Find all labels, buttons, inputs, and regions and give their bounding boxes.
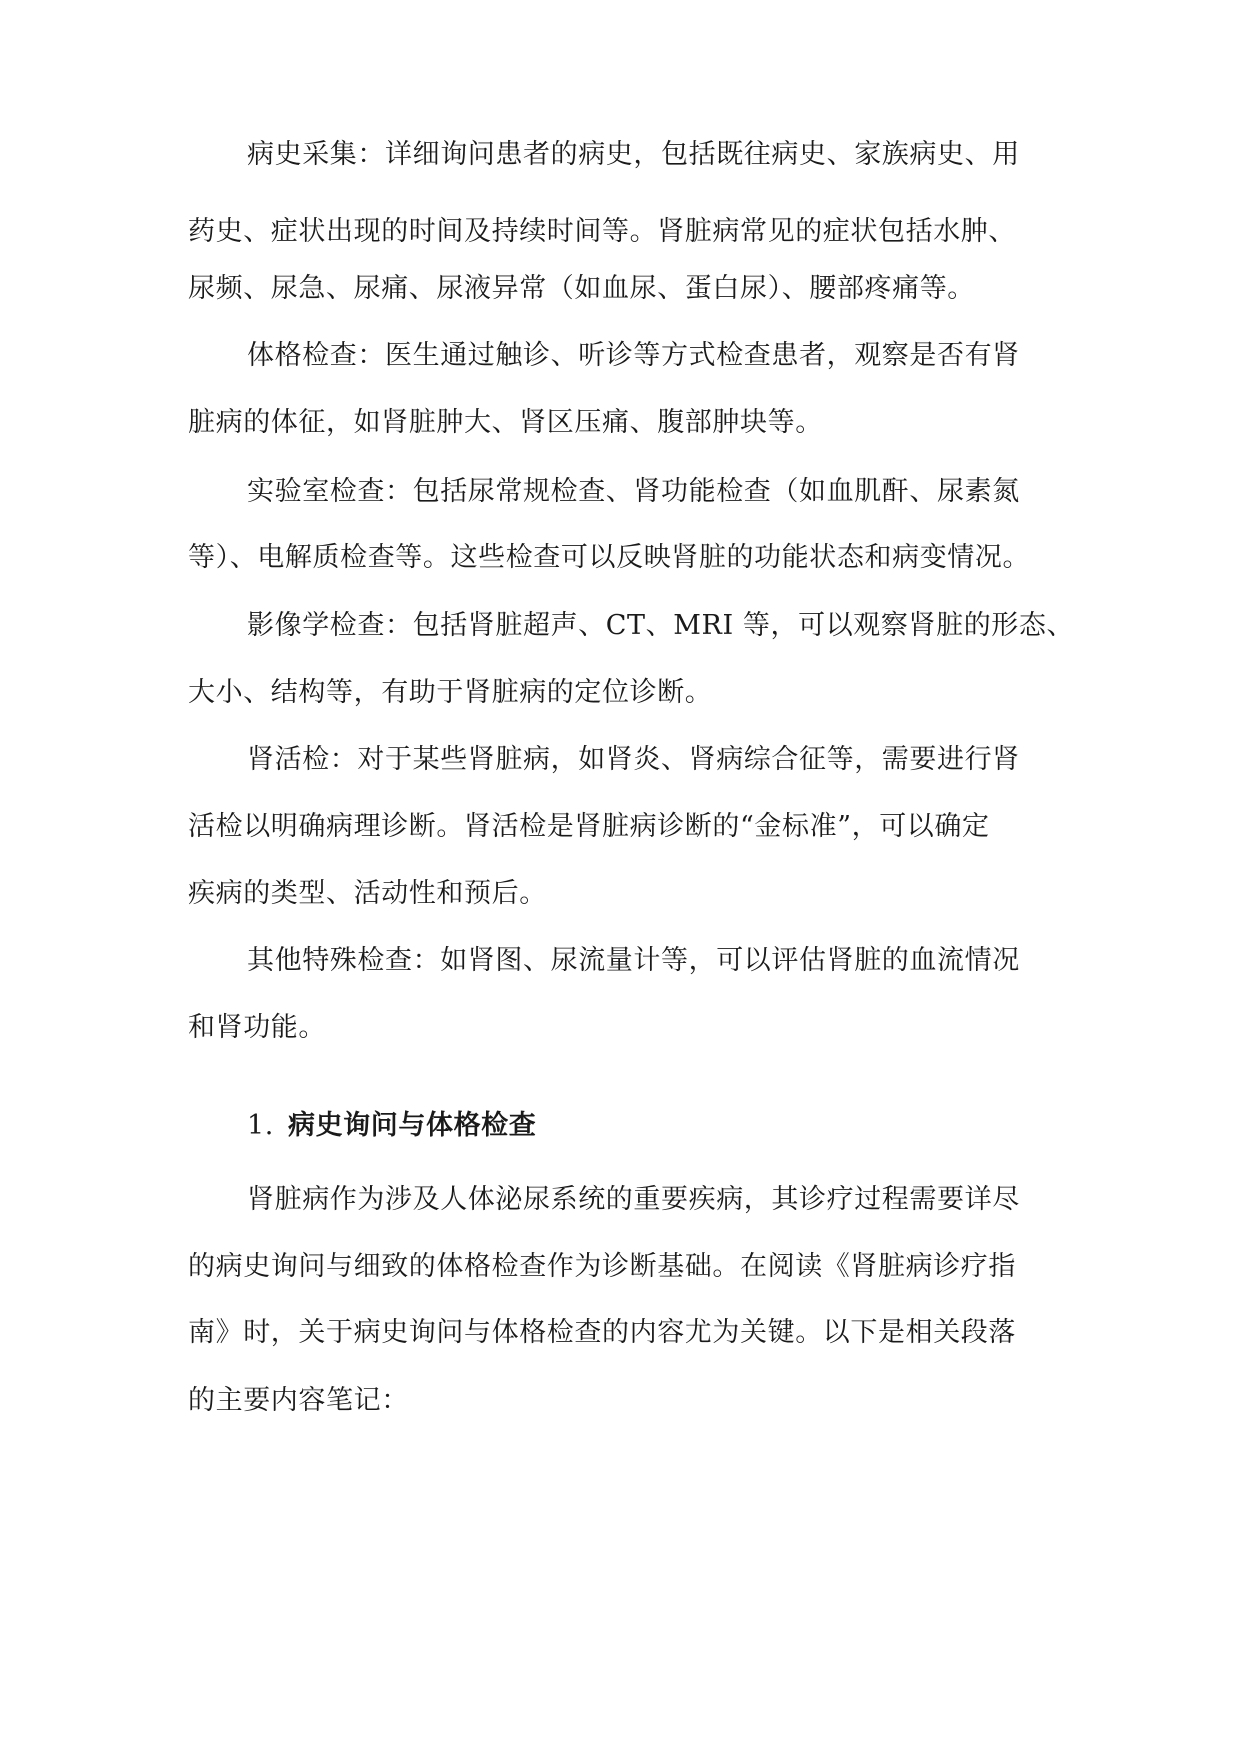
paragraph-biopsy-line-2: 活检以明确病理诊断。肾活检是肾脏病诊断的“金标准”，可以确定 [188, 811, 990, 842]
section-heading-number: 1. [247, 1110, 274, 1141]
paragraph-lab-line-1: 实验室检查：包括尿常规检查、肾功能检查（如血肌酐、尿素氮 [247, 476, 1020, 507]
section-paragraph-line-4: 的主要内容笔记： [188, 1385, 409, 1416]
paragraph-other-line-1: 其他特殊检查：如肾图、尿流量计等，可以评估肾脏的血流情况 [247, 945, 1020, 976]
paragraph-biopsy-line-3: 疾病的类型、活动性和预后。 [188, 878, 547, 909]
paragraph-history-line-3: 尿频、尿急、尿痛、尿液异常（如血尿、蛋白尿）、腰部疼痛等。 [188, 273, 975, 304]
paragraph-imaging-line-2: 大小、结构等，有助于肾脏病的定位诊断。 [188, 677, 713, 708]
paragraph-history-line-2: 药史、症状出现的时间及持续时间等。肾脏病常见的症状包括水肿、 [188, 216, 1016, 247]
section-paragraph-line-2: 的病史询问与细致的体格检查作为诊断基础。在阅读《肾脏病诊疗指 [188, 1251, 1016, 1282]
section-paragraph-line-1: 肾脏病作为涉及人体泌尿系统的重要疾病，其诊疗过程需要详尽 [247, 1184, 1020, 1215]
paragraph-lab-line-2: 等）、电解质检查等。这些检查可以反映肾脏的功能状态和病变情况。 [188, 542, 1031, 573]
paragraph-biopsy-line-1: 肾活检：对于某些肾脏病，如肾炎、肾病综合征等，需要进行肾 [247, 744, 1020, 775]
section-heading-title: 病史询问与体格检查 [287, 1110, 537, 1141]
paragraph-other-line-2: 和肾功能。 [188, 1012, 326, 1043]
section-paragraph-line-3: 南》时，关于病史询问与体格检查的内容尤为关键。以下是相关段落 [188, 1317, 1016, 1348]
paragraph-physical-line-1: 体格检查：医生通过触诊、听诊等方式检查患者，观察是否有肾 [247, 340, 1020, 371]
section-heading [247, 1106, 536, 1146]
paragraph-imaging-line-1: 影像学检查：包括肾脏超声、CT、MRI 等，可以观察肾脏的形态、 [247, 610, 1075, 641]
paragraph-physical-line-2: 脏病的体征，如肾脏肿大、肾区压痛、腹部肿块等。 [188, 407, 823, 438]
paragraph-history-line-1: 病史采集：详细询问患者的病史，包括既往病史、家族病史、用 [247, 139, 1020, 170]
